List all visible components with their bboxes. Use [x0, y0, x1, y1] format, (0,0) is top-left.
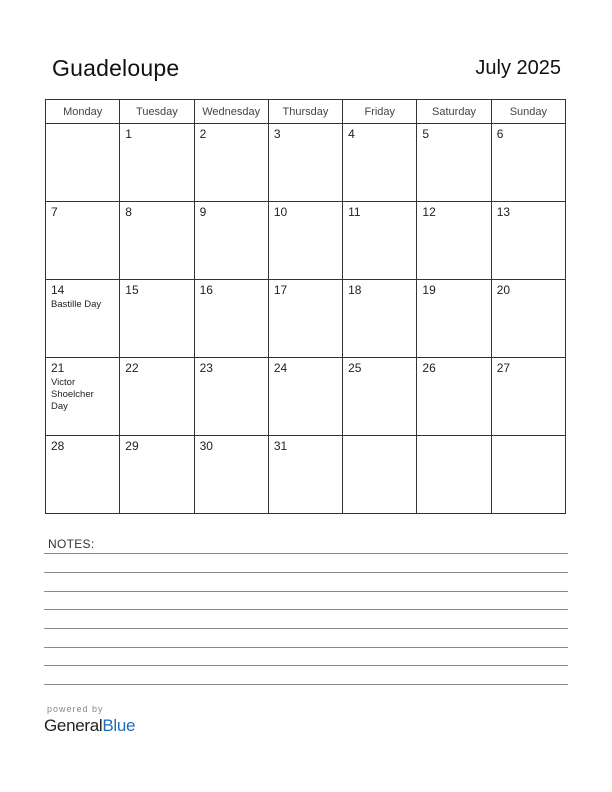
note-line — [44, 609, 568, 610]
calendar-day-cell — [46, 124, 120, 202]
weekday-header-row — [46, 100, 566, 124]
weekday-monday: Monday — [46, 100, 120, 124]
month-label: July 2025 — [475, 57, 561, 79]
calendar-day-cell — [120, 280, 194, 358]
note-line — [44, 647, 568, 648]
calendar-day-cell — [343, 124, 417, 202]
calendar-day-cell — [268, 358, 342, 436]
calendar-day-cell — [491, 280, 565, 358]
day-number: 2 — [199, 127, 207, 141]
day-number: 26 — [422, 361, 436, 375]
day-number: 1 — [125, 127, 132, 141]
weekday-tuesday: Tuesday — [120, 100, 194, 124]
calendar-day-cell — [120, 358, 194, 436]
calendar-day-cell — [491, 202, 565, 280]
day-number: 19 — [422, 283, 436, 297]
note-line — [44, 628, 568, 629]
day-number: 4 — [348, 127, 355, 141]
day-number: 14 — [51, 283, 65, 297]
day-number: 18 — [348, 283, 362, 297]
calendar-day-cell — [194, 358, 268, 436]
calendar-grid — [45, 99, 566, 514]
calendar-day-cell — [343, 436, 417, 514]
weekday-thursday: Thursday — [268, 100, 342, 124]
weekday-friday: Friday — [343, 100, 417, 124]
notes-label: NOTES: — [48, 537, 95, 551]
note-line — [44, 684, 568, 685]
day-number: 11 — [348, 205, 361, 219]
calendar-day-cell — [194, 202, 268, 280]
day-number: 27 — [496, 361, 511, 375]
weekday-wednesday: Wednesday — [194, 100, 268, 124]
calendar-day-cell — [491, 358, 565, 436]
brand-blue: Blue — [102, 716, 136, 735]
day-number: 24 — [273, 361, 288, 375]
day-number: 31 — [273, 439, 288, 453]
note-line — [44, 553, 568, 554]
holiday-label: Bastille Day — [51, 299, 102, 310]
note-line — [44, 591, 568, 592]
weekday-saturday: Saturday — [417, 100, 491, 124]
calendar-week-row — [46, 124, 566, 202]
calendar-day-cell — [46, 358, 120, 436]
day-number: 6 — [496, 127, 504, 141]
calendar-day-cell — [417, 436, 491, 514]
note-line — [44, 572, 568, 573]
day-number: 17 — [273, 283, 288, 297]
day-number: 12 — [422, 205, 436, 219]
day-number: 29 — [125, 439, 139, 453]
calendar-day-cell — [120, 436, 194, 514]
calendar-day-cell — [343, 280, 417, 358]
calendar-day-cell — [268, 202, 342, 280]
calendar-day-cell — [268, 436, 342, 514]
calendar-day-cell — [417, 124, 491, 202]
calendar-week-row — [46, 436, 566, 514]
calendar-day-cell — [417, 358, 491, 436]
calendar-week-row — [46, 358, 566, 436]
calendar-day-cell — [417, 202, 491, 280]
calendar-day-cell — [46, 280, 120, 358]
generalblue-logo[interactable] — [44, 716, 135, 736]
calendar-day-cell — [268, 124, 342, 202]
day-number: 16 — [199, 283, 213, 297]
day-number: 9 — [199, 205, 207, 219]
day-number: 23 — [199, 361, 213, 375]
calendar-day-cell — [491, 436, 565, 514]
calendar-day-cell — [417, 280, 491, 358]
weekday-sunday: Sunday — [491, 100, 565, 124]
calendar-day-cell — [343, 358, 417, 436]
day-number: 7 — [51, 205, 58, 219]
day-number: 8 — [125, 205, 132, 219]
calendar-day-cell — [491, 124, 565, 202]
day-number: 5 — [422, 127, 430, 141]
calendar-week-row — [46, 280, 566, 358]
calendar-day-cell — [46, 436, 120, 514]
calendar-week-row — [46, 202, 566, 280]
day-number: 25 — [348, 361, 362, 375]
calendar-day-cell — [194, 436, 268, 514]
day-number: 3 — [273, 127, 281, 141]
calendar-day-cell — [194, 280, 268, 358]
calendar-day-cell — [120, 124, 194, 202]
calendar-day-cell — [268, 280, 342, 358]
calendar-day-cell — [194, 124, 268, 202]
calendar-day-cell — [46, 202, 120, 280]
day-number: 15 — [125, 283, 139, 297]
day-number: 22 — [125, 361, 139, 375]
brand-general: General — [44, 716, 103, 735]
calendar-day-cell — [120, 202, 194, 280]
day-number: 28 — [51, 439, 65, 453]
day-number: 21 — [51, 361, 65, 375]
day-number: 30 — [199, 439, 213, 453]
day-number: 13 — [496, 205, 511, 219]
day-number: 20 — [496, 283, 511, 297]
holiday-label: Victor Shoelcher Day — [51, 377, 94, 412]
note-line — [44, 665, 568, 666]
calendar-day-cell — [343, 202, 417, 280]
page-title: Guadeloupe — [52, 55, 180, 81]
day-number: 10 — [273, 205, 288, 219]
powered-by-text: powered by — [47, 704, 104, 714]
